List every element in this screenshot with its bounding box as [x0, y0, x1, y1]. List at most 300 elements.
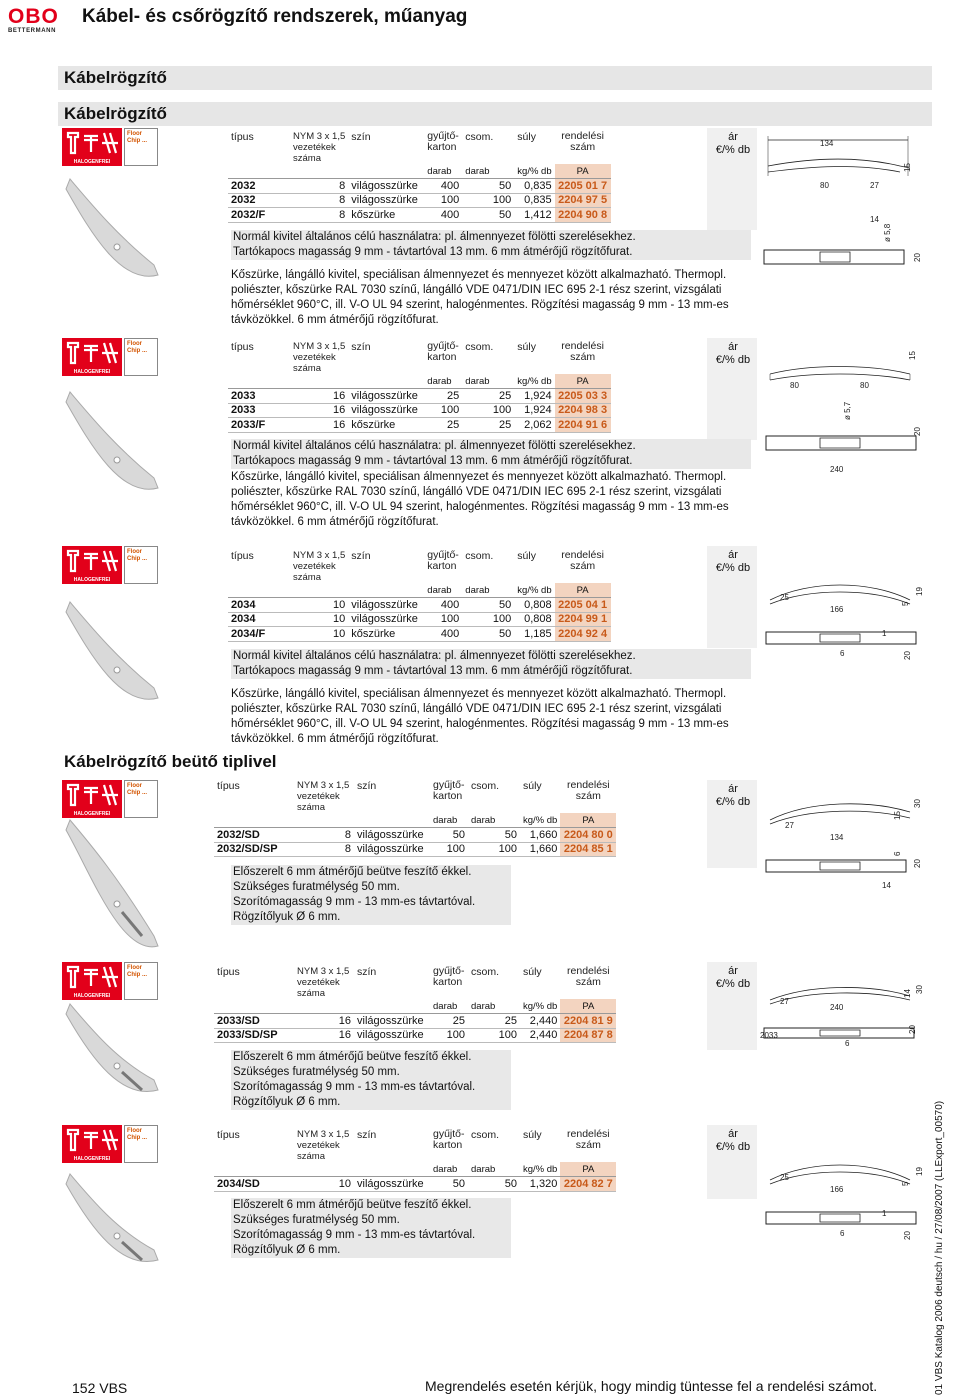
cell-weight: 0,808: [514, 612, 554, 627]
dimension-label: 166: [830, 605, 844, 614]
cell-wires: 16: [290, 418, 348, 433]
cell-color: világosszürke: [354, 1177, 430, 1192]
col-pack: [468, 1129, 520, 1162]
cell-order-number: 2204 85 1: [560, 842, 616, 857]
dimension-label: 1: [882, 629, 887, 638]
cell-carton: 25: [424, 389, 462, 404]
table-row: [214, 1014, 616, 1029]
cell-color: kőszürke: [348, 418, 424, 433]
dimension-svg: [760, 132, 930, 272]
unit-pa: PA: [560, 813, 616, 828]
cell-type: 2034: [228, 612, 290, 627]
col-order: [555, 131, 611, 164]
product-photo: [62, 1000, 162, 1120]
price-label: ár: [728, 965, 738, 977]
price-label: ár: [728, 131, 738, 143]
blank-cell: [214, 999, 294, 1014]
cell-color: világosszürke: [348, 612, 424, 627]
unit-pieces: darab: [424, 583, 462, 598]
note-line: Rögzítőlyuk Ø 6 mm.: [233, 1244, 341, 1256]
dimension-label: 27: [780, 997, 789, 1006]
col-type: [228, 341, 290, 374]
blank-cell: [290, 374, 348, 389]
cell-type: 2032/SD/SP: [214, 842, 294, 857]
section-title: Kábelrögzítő: [64, 68, 167, 87]
blank-cell: [294, 999, 354, 1014]
col-color: [354, 1129, 430, 1162]
table-header: [214, 966, 616, 999]
cell-type: 2033/SD/SP: [214, 1028, 294, 1043]
cell-weight: 1,924: [514, 403, 554, 418]
price-unit: €/% db: [715, 354, 751, 366]
dimension-svg: [760, 970, 930, 1110]
cell-pack: 25: [462, 389, 514, 404]
cell-type: 2032/F: [228, 208, 290, 223]
halogen-free-badge: [62, 1125, 158, 1163]
cell-wires: 8: [294, 828, 354, 843]
cell-carton: 100: [424, 403, 462, 418]
cell-pack: 50: [468, 1177, 520, 1192]
table-row: [228, 612, 611, 627]
cell-pack: 25: [462, 418, 514, 433]
col-order-l1: rendelési: [567, 779, 610, 791]
cell-pack: 50: [462, 179, 514, 194]
cell-pack: 100: [468, 842, 520, 857]
col-wires: [290, 550, 348, 583]
col-order: [560, 1129, 616, 1162]
cell-color: világosszürke: [348, 179, 424, 194]
col-weight: [520, 1129, 560, 1162]
col-order-l2: szám: [575, 790, 601, 802]
unit-pieces: darab: [424, 374, 462, 389]
price-header: [713, 965, 753, 991]
col-order-l1: rendelési: [561, 340, 604, 352]
col-pack-label: csom.: [471, 1129, 500, 1141]
cell-color: világosszürke: [354, 1028, 430, 1043]
blank-cell: [228, 374, 290, 389]
drawing-line: [770, 592, 910, 604]
note-line: Előszerelt 6 mm átmérőjű beütve feszítő ékkel.: [233, 866, 472, 878]
col-pack: [462, 131, 514, 164]
product-photo: [62, 598, 162, 728]
halogen-free-label: HALOGENFREI: [62, 158, 122, 166]
table-row: [228, 179, 611, 194]
cell-carton: 400: [424, 598, 462, 613]
table-header: [214, 780, 616, 813]
usage-note: [231, 865, 511, 925]
col-type: [228, 550, 290, 583]
col-order-l2: szám: [570, 560, 596, 572]
floor-chip-label: Floor Chip ...: [124, 338, 158, 376]
price-label: ár: [728, 1128, 738, 1140]
col-type: [214, 966, 294, 999]
dimension-svg: [760, 340, 930, 480]
col-color: [348, 550, 424, 583]
dimension-label: 1: [882, 1209, 887, 1218]
col-type-label: típus: [231, 550, 254, 562]
blank-cell: [290, 164, 348, 179]
table-header: [214, 1129, 616, 1162]
floor-chip-label: Floor Chip ...: [124, 780, 158, 818]
col-color-label: szín: [351, 341, 371, 353]
col-color: [354, 780, 430, 813]
cell-weight: 0,835: [514, 179, 554, 194]
floor-chip-label: Floor Chip ...: [124, 962, 158, 1000]
dimension-label: 27: [870, 181, 879, 190]
cell-wires: 10: [290, 598, 348, 613]
cell-carton: 50: [430, 1177, 468, 1192]
col-order-l2: szám: [570, 141, 596, 153]
table-row: [214, 828, 616, 843]
note-line: Tartókapocs magasság 9 mm - távtartóval 13 mm. 6 mm átmérőjű rögzítőfurat.: [233, 246, 633, 258]
col-weight: [514, 131, 554, 164]
cell-order-number: 2204 90 8: [555, 208, 611, 223]
cell-pack: 50: [468, 828, 520, 843]
halogen-free-badge: [62, 780, 158, 818]
col-weight-label: súly: [523, 966, 542, 978]
product-description: Kőszürke, lángálló kivitel, speciálisan álmennyezet és mennyezet között alkalmazható. Thermopl. poliészter, kőszürke RAL 7030 színű, lángálló VDE 0471/DIN IEC 695 2-1 rész szerint, vizsgálati hőmérséklet 960°C, ill. V-O UL 94 szerint, halogénmentes. Rögzítési magasság 9 mm - 13 mm-es távközökkel. 6 mm átmérőjű rögzítőfurat.: [231, 269, 729, 326]
col-order-l2: szám: [575, 1139, 601, 1151]
product-table: [214, 966, 616, 1043]
dimension-label: 6: [845, 1039, 850, 1048]
table-row: [214, 1177, 616, 1192]
col-type-label: típus: [217, 780, 240, 792]
note-line: Rögzítőlyuk Ø 6 mm.: [233, 911, 341, 923]
obo-logo: [8, 6, 68, 38]
cell-wires: 16: [294, 1014, 354, 1029]
unit-pa: PA: [560, 1162, 616, 1177]
price-label: ár: [728, 783, 738, 795]
price-header: [713, 1128, 753, 1154]
cell-weight: 1,924: [514, 389, 554, 404]
col-weight-label: súly: [517, 341, 536, 353]
col-wires-l1: NYM 3 x 1,5: [293, 550, 346, 561]
col-carton-l2: karton: [433, 1139, 463, 1151]
cell-pack: 50: [462, 208, 514, 223]
col-pack-label: csom.: [465, 550, 494, 562]
section-subtitle: Kábelrögzítő beütő tiplivel: [64, 752, 277, 771]
cell-weight: 2,440: [520, 1028, 560, 1043]
dimension-drawing: [760, 132, 930, 272]
col-carton: [424, 131, 462, 164]
col-weight-label: súly: [523, 1129, 542, 1141]
cell-wires: 8: [290, 208, 348, 223]
dimension-label: 240: [830, 465, 844, 474]
cell-carton: 100: [430, 842, 468, 857]
dimension-label: 14: [903, 989, 912, 998]
product-description: Kőszürke, lángálló kivitel, speciálisan álmennyezet és mennyezet között alkalmazható. Thermopl. poliészter, kőszürke RAL 7030 színű, lángálló VDE 0471/DIN IEC 695 2-1 rész szerint, vizsgálati hőmérséklet 960°C, ill. V-O UL 94 szerint, halogénmentes. Rögzítési magasság 9 mm - 13 mm-es távközökkel. 6 mm átmérőjű rögzítőfurat.: [231, 688, 729, 745]
dimension-label: 5: [901, 601, 910, 606]
dimension-label: 134: [820, 139, 834, 148]
table-row: [228, 193, 611, 208]
col-pack-label: csom.: [471, 780, 500, 792]
col-wires: [294, 1129, 354, 1162]
note-line: Normál kivitel általános célú használatra: pl. álmennyezet fölötti szerelésekhez.: [233, 650, 636, 662]
cell-type: 2033/F: [228, 418, 290, 433]
col-weight: [514, 341, 554, 374]
note-line: Szükséges furatmélység 50 mm.: [233, 881, 400, 893]
cell-carton: 400: [424, 627, 462, 642]
price-header: [713, 783, 753, 809]
drawing-line: [820, 1214, 860, 1222]
unit-weight: kg/% db: [520, 1162, 560, 1177]
col-carton-l2: karton: [433, 790, 463, 802]
unit-pieces: darab: [430, 1162, 468, 1177]
col-type: [228, 131, 290, 164]
dimension-label: 80: [790, 381, 799, 390]
halogen-free-label: HALOGENFREI: [62, 368, 122, 376]
col-pack: [462, 341, 514, 374]
halogen-free-label: HALOGENFREI: [62, 810, 122, 818]
cell-carton: 100: [424, 193, 462, 208]
col-wires-l3: száma: [297, 802, 325, 813]
price-header: [713, 341, 753, 367]
col-order: [555, 341, 611, 374]
side-catalog-reference: 01 VBS Katalog 2006 deutsch / hu / 27/08/2007 (LLExport_00570): [934, 1100, 945, 1395]
col-color: [354, 966, 430, 999]
dimension-label: 80: [820, 181, 829, 190]
col-weight: [514, 550, 554, 583]
table-header: [228, 131, 611, 164]
cell-pack: 100: [462, 403, 514, 418]
cell-order-number: 2204 98 3: [555, 403, 611, 418]
note-line: Előszerelt 6 mm átmérőjű beütve feszítő ékkel.: [233, 1051, 472, 1063]
table-subheader: [214, 813, 616, 828]
cell-type: 2032: [228, 193, 290, 208]
col-pack: [462, 550, 514, 583]
col-carton: [424, 550, 462, 583]
blank-cell: [354, 1162, 430, 1177]
col-wires-l3: száma: [297, 1151, 325, 1162]
cell-carton: 400: [424, 179, 462, 194]
logo-subtext: BETTERMANN: [8, 28, 56, 34]
cell-order-number: 2204 91 6: [555, 418, 611, 433]
col-weight-label: súly: [517, 550, 536, 562]
col-wires-l2: vezetékek: [297, 1140, 340, 1151]
product-table: [214, 1129, 616, 1192]
drawing-line: [820, 438, 860, 448]
drawing-line: [770, 374, 910, 380]
cell-pack: 50: [462, 627, 514, 642]
note-line: Normál kivitel általános célú használatra: pl. álmennyezet fölötti szerelésekhez.: [233, 231, 636, 243]
dimension-label: 20: [913, 859, 922, 868]
col-carton: [424, 341, 462, 374]
footer-note: Megrendelés esetén kérjük, hogy mindig tüntesse fel a rendelési számot.: [425, 1378, 878, 1394]
drawing-line: [770, 367, 910, 375]
dimension-label: 20: [913, 427, 922, 436]
col-wires: [290, 341, 348, 374]
col-wires: [294, 780, 354, 813]
floor-chip-label: Floor Chip ...: [124, 128, 158, 166]
dimension-label: 6: [840, 649, 845, 658]
cell-pack: 50: [462, 598, 514, 613]
cell-wires: 8: [294, 842, 354, 857]
col-wires-l1: NYM 3 x 1,5: [293, 341, 346, 352]
product-table: [228, 341, 611, 433]
cell-wires: 10: [294, 1177, 354, 1192]
section-bar: [58, 66, 932, 90]
product-photo: [62, 388, 162, 518]
cell-order-number: 2204 80 0: [560, 828, 616, 843]
price-unit: €/% db: [715, 1141, 751, 1153]
price-label: ár: [728, 341, 738, 353]
col-wires-l3: száma: [293, 572, 321, 583]
unit-pieces: darab: [468, 813, 520, 828]
cell-type: 2033: [228, 403, 290, 418]
cell-order-number: 2204 81 9: [560, 1014, 616, 1029]
drawing-line: [770, 1172, 910, 1184]
col-type-label: típus: [231, 341, 254, 353]
cell-pack: 100: [468, 1028, 520, 1043]
col-color-label: szín: [351, 550, 371, 562]
cell-weight: 1,412: [514, 208, 554, 223]
col-color-label: szín: [357, 1129, 377, 1141]
unit-pa: PA: [555, 374, 611, 389]
note-line: Szorítómagasság 9 mm - 13 mm-es távtartóval.: [233, 1229, 476, 1241]
table-row: [228, 208, 611, 223]
cell-order-number: 2205 01 7: [555, 179, 611, 194]
usage-note: [231, 649, 751, 679]
col-weight: [520, 966, 560, 999]
unit-pieces: darab: [462, 583, 514, 598]
drawing-line: [820, 634, 860, 642]
usage-note: [231, 439, 751, 469]
col-type-label: típus: [217, 966, 240, 978]
cell-carton: 400: [424, 208, 462, 223]
col-color-label: szín: [351, 131, 371, 143]
dimension-label: 15: [903, 163, 912, 172]
col-wires: [290, 131, 348, 164]
price-label: ár: [728, 549, 738, 561]
unit-pa: PA: [560, 999, 616, 1014]
col-wires-l1: NYM 3 x 1,5: [297, 1129, 350, 1140]
usage-note: [231, 230, 751, 260]
cell-color: világosszürke: [354, 828, 430, 843]
dimension-label: 20: [908, 1025, 917, 1034]
col-wires-l3: száma: [293, 153, 321, 164]
col-order-l2: szám: [570, 351, 596, 363]
page-number: 152 VBS: [72, 1380, 128, 1396]
dimension-label: ø 5,7: [843, 401, 852, 420]
unit-pieces: darab: [424, 164, 462, 179]
subsection-title: Kábelrögzítő: [64, 104, 167, 123]
blank-cell: [294, 813, 354, 828]
col-color: [348, 131, 424, 164]
cell-wires: 10: [290, 627, 348, 642]
product-photo: [62, 816, 162, 976]
col-pack: [468, 966, 520, 999]
cell-carton: 100: [424, 612, 462, 627]
col-wires-l3: száma: [297, 988, 325, 999]
cell-carton: 100: [430, 1028, 468, 1043]
cell-pack: 100: [462, 193, 514, 208]
unit-weight: kg/% db: [520, 999, 560, 1014]
table-row: [228, 598, 611, 613]
col-order-l1: rendelési: [567, 1128, 610, 1140]
col-pack: [468, 780, 520, 813]
usage-note: [231, 1050, 511, 1110]
product-table: [228, 131, 611, 223]
cell-wires: 8: [290, 193, 348, 208]
cell-weight: 2,062: [514, 418, 554, 433]
col-type: [214, 1129, 294, 1162]
dimension-label: 14: [882, 881, 891, 890]
col-carton: [430, 1129, 468, 1162]
unit-pieces: darab: [468, 1162, 520, 1177]
col-carton-l2: karton: [433, 976, 463, 988]
col-order: [555, 550, 611, 583]
drawing-line: [820, 252, 850, 262]
col-wires-l2: vezetékek: [297, 977, 340, 988]
dimension-label: 240: [830, 1003, 844, 1012]
price-unit: €/% db: [715, 796, 751, 808]
dimension-label: 30: [913, 799, 922, 808]
cell-wires: 16: [290, 389, 348, 404]
halogen-free-badge: [62, 338, 158, 376]
note-line: Szükséges furatmélység 50 mm.: [233, 1214, 400, 1226]
product-table: [228, 550, 611, 642]
cell-type: 2032/SD: [214, 828, 294, 843]
usage-note: [231, 1198, 511, 1258]
cell-weight: 0,835: [514, 193, 554, 208]
unit-pieces: darab: [430, 813, 468, 828]
halogen-free-badge: [62, 546, 158, 584]
col-wires-l2: vezetékek: [297, 791, 340, 802]
blank-cell: [228, 583, 290, 598]
cell-weight: 1,185: [514, 627, 554, 642]
blank-cell: [290, 583, 348, 598]
halogen-free-label: HALOGENFREI: [62, 1155, 122, 1163]
cell-color: világosszürke: [348, 403, 424, 418]
col-weight: [520, 780, 560, 813]
cell-color: világosszürke: [354, 842, 430, 857]
dimension-label: 27: [785, 821, 794, 830]
note-line: Szükséges furatmélység 50 mm.: [233, 1066, 400, 1078]
cell-color: kőszürke: [348, 627, 424, 642]
cell-order-number: 2204 99 1: [555, 612, 611, 627]
dimension-drawing: [760, 1140, 930, 1280]
col-color: [348, 341, 424, 374]
col-wires-l2: vezetékek: [293, 561, 336, 572]
unit-weight: kg/% db: [520, 813, 560, 828]
unit-pieces: darab: [468, 999, 520, 1014]
cell-order-number: 2204 92 4: [555, 627, 611, 642]
cell-pack: 25: [468, 1014, 520, 1029]
cell-wires: 16: [294, 1028, 354, 1043]
blank-cell: [214, 813, 294, 828]
blank-cell: [354, 813, 430, 828]
col-carton-l2: karton: [427, 141, 457, 153]
table-subheader: [228, 374, 611, 389]
product-table: [214, 780, 616, 857]
halogen-free-badge: [62, 962, 158, 1000]
col-weight-label: súly: [523, 780, 542, 792]
col-pack-label: csom.: [465, 341, 494, 353]
cell-type: 2033/SD: [214, 1014, 294, 1029]
cell-wires: 8: [290, 179, 348, 194]
cell-order-number: 2205 04 1: [555, 598, 611, 613]
dimension-drawing: [760, 780, 930, 890]
blank-cell: [348, 583, 424, 598]
cell-pack: 100: [462, 612, 514, 627]
blank-cell: [214, 1162, 294, 1177]
cell-weight: 0,808: [514, 598, 554, 613]
col-color-label: szín: [357, 966, 377, 978]
col-order-l2: szám: [575, 976, 601, 988]
unit-pa: PA: [555, 583, 611, 598]
col-order: [560, 780, 616, 813]
blank-cell: [228, 164, 290, 179]
